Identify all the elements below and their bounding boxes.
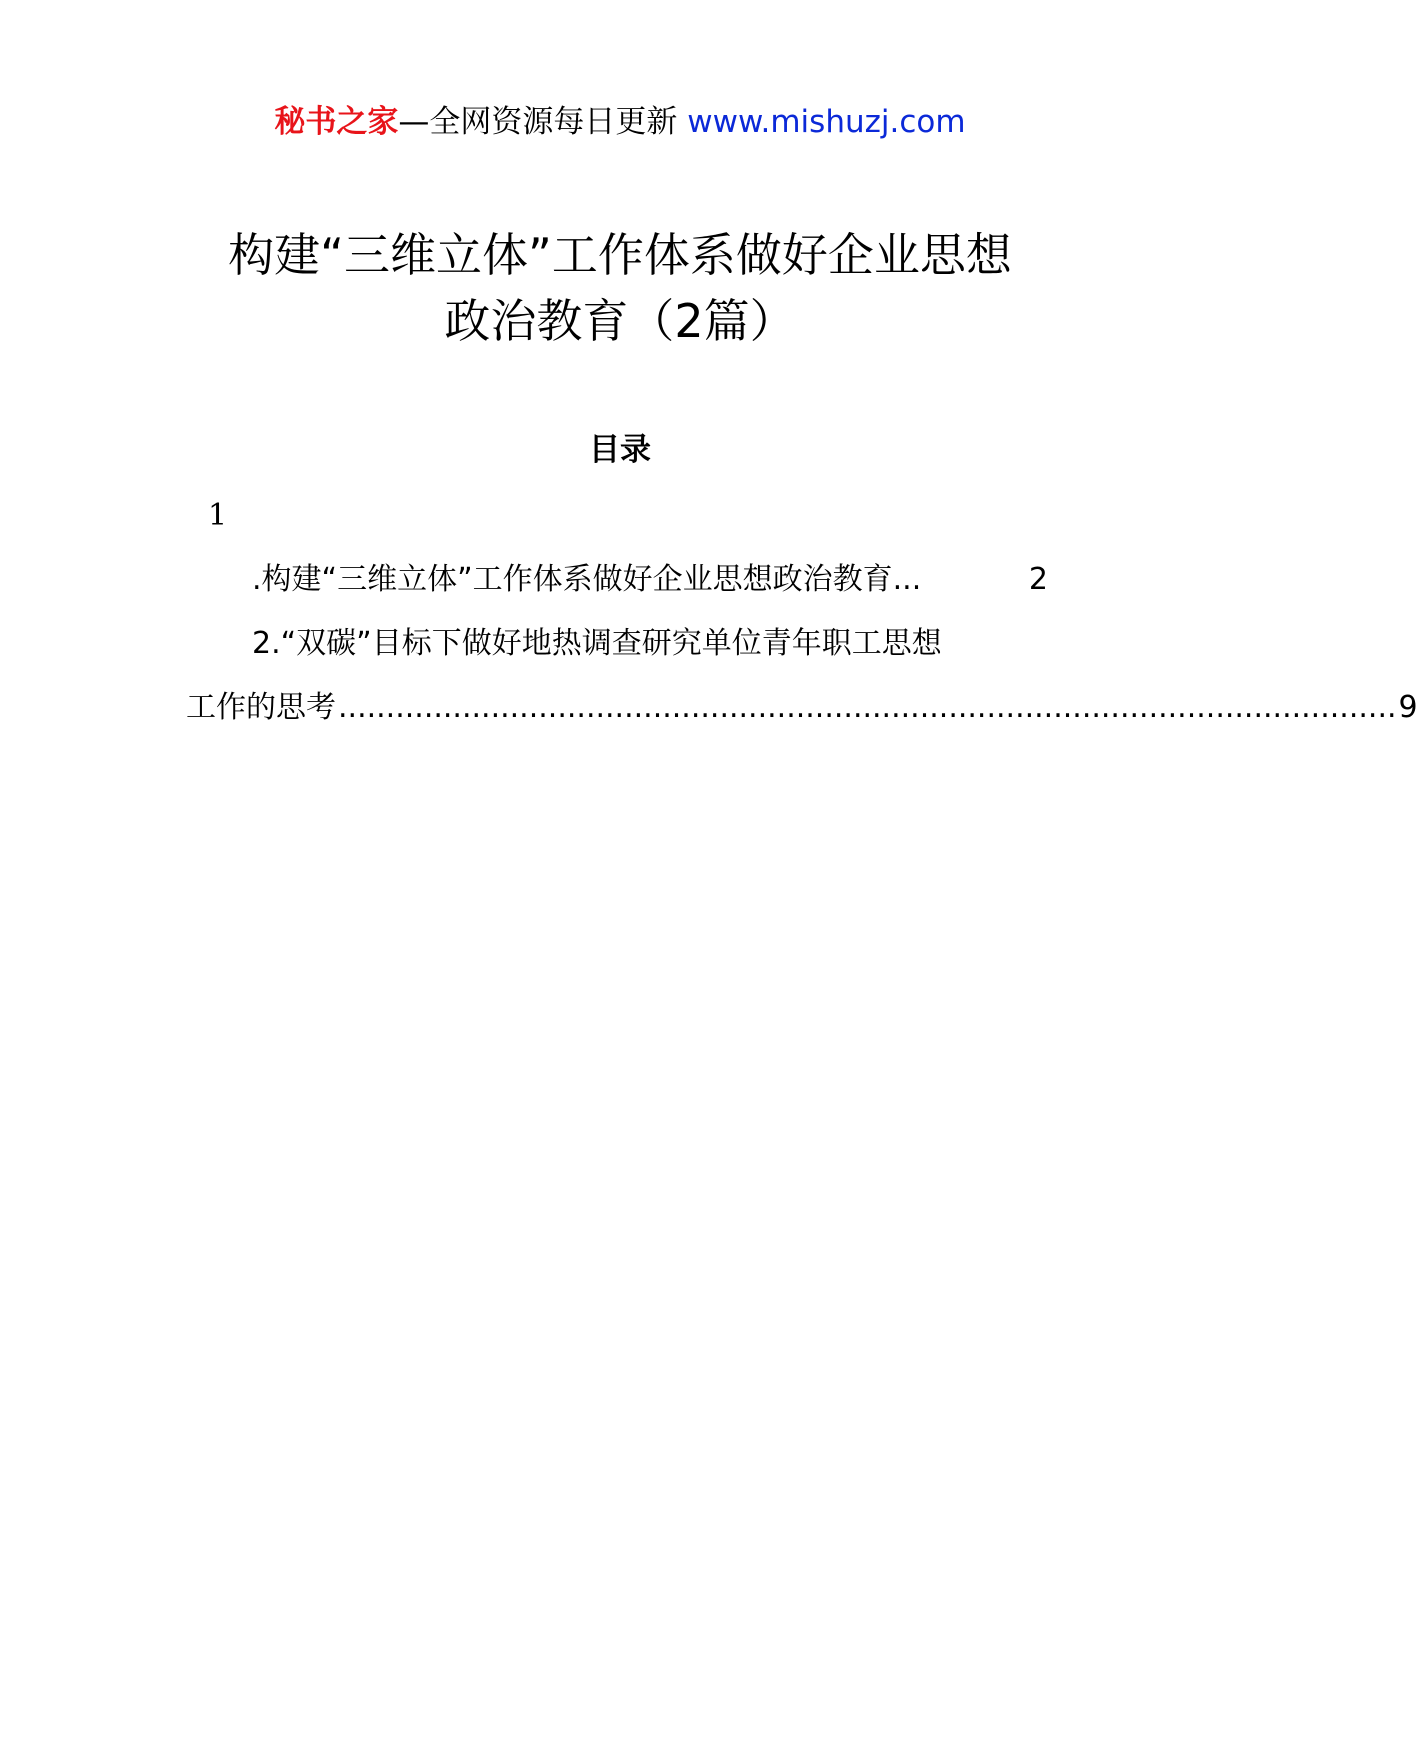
site-header: [0, 100, 1240, 144]
toc-entry-1-page: 2: [1028, 562, 1048, 597]
toc-entry-2-text-continued: 工作的思考: [186, 690, 336, 725]
toc-entry-2-leader: ...............................................................................................................: [338, 690, 1397, 725]
toc-entry-2-line-1[interactable]: 2.“双碳”目标下做好地热调查研究单位青年职工思想: [252, 626, 942, 661]
toc-entry-1-text: .构建“三维立体”工作体系做好企业思想政治教育: [252, 562, 893, 597]
toc-entry-2-page: 9: [1398, 690, 1418, 725]
toc-heading: 目录: [589, 432, 651, 468]
site-tagline: —全网资源每日更新: [398, 104, 688, 140]
document-title-line-2: 政治教育（2篇）: [444, 294, 796, 348]
toc-entry-1-leader: ...: [892, 562, 922, 597]
brand-name: 秘书之家: [274, 104, 399, 140]
toc-entry-2-line-2[interactable]: [186, 686, 1418, 730]
site-url-link[interactable]: www.mishuzj.com: [687, 104, 966, 140]
document-title-line-1: 构建“三维立体”工作体系做好企业思想: [228, 228, 1012, 282]
toc-entry-number-1: 1: [208, 498, 228, 533]
document-title: [140, 222, 1100, 354]
toc-entry-1[interactable]: [252, 558, 1048, 602]
